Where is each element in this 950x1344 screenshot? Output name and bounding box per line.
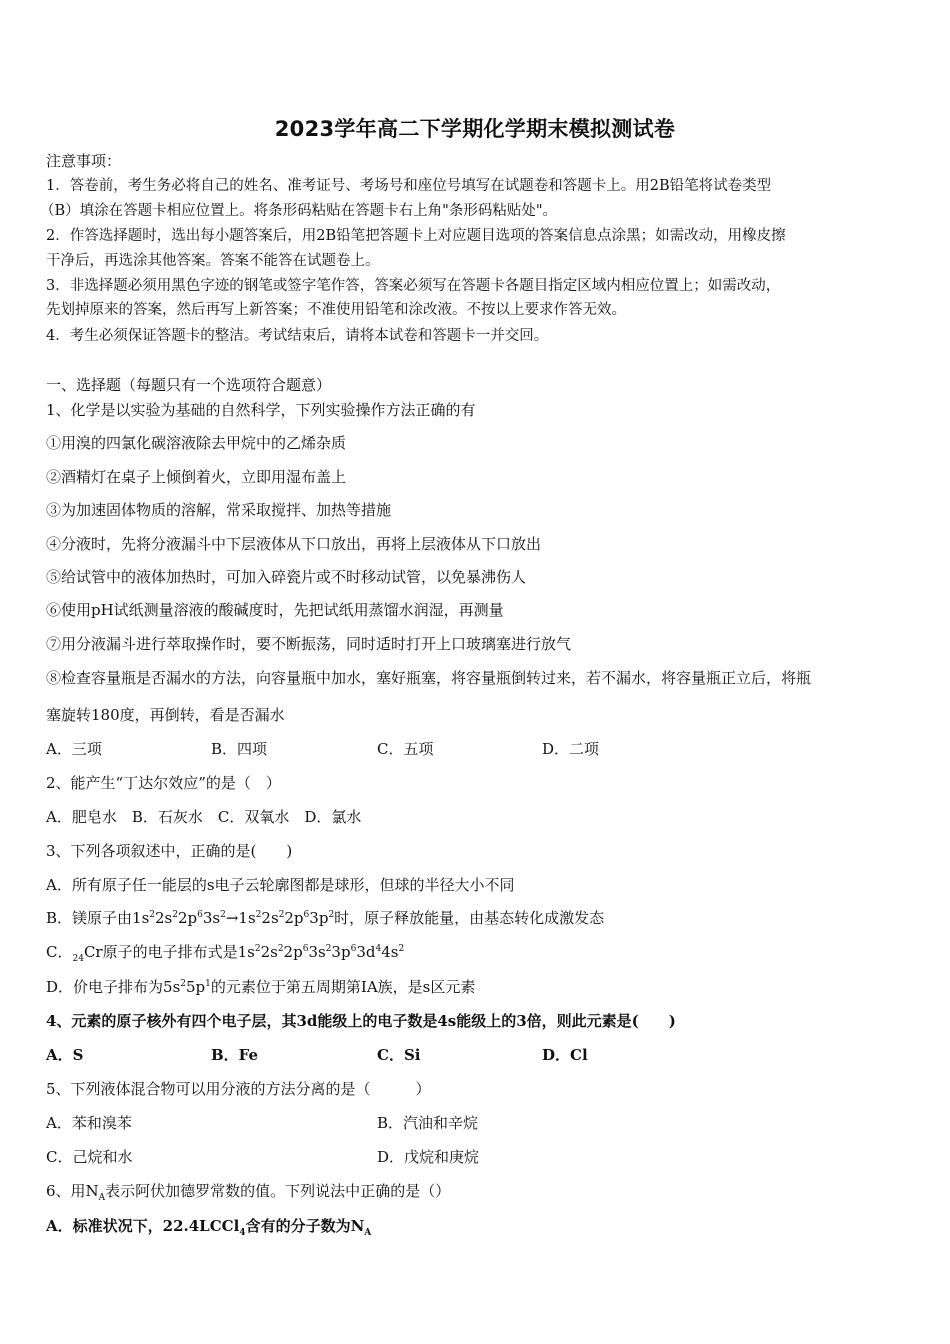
q5-stem: 5、下列液体混合物可以用分液的方法分离的是（ ） bbox=[46, 1080, 431, 1098]
q1-options bbox=[46, 739, 906, 759]
q3-stem: 3、下列各项叙述中，正确的是( ) bbox=[46, 842, 293, 860]
q3-option-d[interactable]: D．价电子排布为$5s^25p^1$的元素位于第五周期第ⅠA族，是s区元素 bbox=[46, 978, 476, 996]
option-a[interactable]: A．S bbox=[46, 1046, 84, 1064]
option-d[interactable]: D．戊烷和庚烷 bbox=[377, 1148, 480, 1166]
notice-line: 3．非选择题必须用黑色字迹的钢笔或签字笔作答，答案必须写在答题卡各题目指定区域内相应位置上；如需改动， bbox=[46, 278, 781, 294]
notice-heading: 注意事项： bbox=[46, 152, 122, 170]
option-d[interactable]: D．二项 bbox=[542, 740, 600, 758]
q1-item: ④分液时，先将分液漏斗中下层液体从下口放出，再将上层液体从下口放出 bbox=[46, 535, 542, 553]
option-b[interactable]: B．Fe bbox=[211, 1046, 259, 1064]
q4-stem: 4、元素的原子核外有四个电子层，其3d能级上的电子数是4s能级上的3倍，则此元素是( ) bbox=[46, 1012, 676, 1030]
q6-stem: 6、用$N_A$表示阿伏加德罗常数的值。下列说法中正确 · ·的是（） bbox=[46, 1181, 450, 1201]
option-c[interactable]: C．Si bbox=[377, 1046, 421, 1064]
q1-item: ⑦用分液漏斗进行萃取操作时，要不断振荡，同时适时打开上口玻璃塞进行放气 bbox=[46, 635, 572, 653]
notice-line: （B）填涂在答题卡相应位置上。将条形码粘贴在答题卡右上角"条形码粘贴处"。 bbox=[40, 203, 557, 219]
option-b[interactable]: B．四项 bbox=[211, 740, 268, 758]
notice-line: 1．答卷前，考生务必将自己的姓名、准考证号、考场号和座位号填写在试题卷和答题卡上。用2B铅笔将试卷类型 bbox=[46, 178, 772, 194]
q5-options-row1 bbox=[46, 1113, 906, 1133]
notice-line: 2．作答选择题时，选出每小题答案后，用2B铅笔把答题卡上对应题目选项的答案信息点涂黑；如需改动，用橡皮擦 bbox=[46, 228, 786, 244]
q2-stem: 2、能产生“丁达尔效应”的是（ ） bbox=[46, 774, 281, 792]
q1-item: ⑧检查容量瓶是否漏水的方法，向容量瓶中加水，塞好瓶塞，将容量瓶倒转过来，若不漏水，将容量瓶正立后，将瓶 bbox=[46, 669, 812, 687]
section-heading: 一、选择题（每题只有一个选项符合题意） bbox=[46, 376, 332, 394]
option-c[interactable]: C．五项 bbox=[377, 740, 434, 758]
option-b[interactable]: B．汽油和辛烷 bbox=[377, 1114, 479, 1132]
q1-item: ①用溴的四氯化碳溶液除去甲烷中的乙烯杂质 bbox=[46, 434, 347, 452]
option-d[interactable]: D．Cl bbox=[542, 1046, 588, 1064]
option-a[interactable]: A．三项 bbox=[46, 740, 102, 758]
page-title: 2023学年高二下学期化学期末模拟测试卷 bbox=[274, 117, 676, 141]
q1-stem: 1、化学是以实验为基础的自然科学，下列实验操作方法正确的有 bbox=[46, 401, 476, 419]
q6-option-a[interactable]: A．标准状况下，22.4LCCl$_4$含有的分子数为$N_A$ bbox=[46, 1217, 372, 1238]
q1-item: 塞旋转180度，再倒转，看是否漏水 bbox=[46, 706, 285, 724]
q3-option-c[interactable]: C．$_{24}$Cr原子的电子排布式是$1s^22s^22p^63s^23p^63d^44s^2$ bbox=[46, 943, 405, 964]
q1-item: ③为加速固体物质的溶解，常采取搅拌、加热等措施 bbox=[46, 501, 392, 519]
notice-line: 4．考生必须保证答题卡的整洁。考试结束后，请将本试卷和答题卡一并交回。 bbox=[46, 328, 549, 344]
option-a[interactable]: A．苯和溴苯 bbox=[46, 1114, 132, 1132]
q4-options bbox=[46, 1045, 906, 1065]
q2-options[interactable]: A．肥皂水 B．石灰水 C．双氧水 D．氯水 bbox=[46, 808, 362, 826]
notice-line: 先划掉原来的答案，然后再写上新答案；不准使用铅笔和涂改液。不按以上要求作答无效。 bbox=[46, 302, 626, 318]
q1-item: ⑥使用pH试纸测量溶液的酸碱度时，先把试纸用蒸馏水润湿，再测量 bbox=[46, 601, 504, 619]
notice-line: 干净后，再选涂其他答案。答案不能答在试题卷上。 bbox=[46, 253, 380, 269]
q1-item: ⑤给试管中的液体加热时，可加入碎瓷片或不时移动试管，以免暴沸伤人 bbox=[46, 568, 527, 586]
q3-option-b[interactable]: B．镁原子由$1s^22s^22p^63s^2\to 1s^22s^22p^63p^2$时，原子释放能量，由基态转化成激发态 bbox=[46, 909, 605, 927]
q3-option-a[interactable]: A．所有原子任一能层的s电子云轮廓图都是球形，但球的半径大小不同 bbox=[46, 876, 515, 894]
option-c[interactable]: C．己烷和水 bbox=[46, 1148, 133, 1166]
q5-options-row2 bbox=[46, 1147, 906, 1167]
q1-item: ②酒精灯在桌子上倾倒着火，立即用湿布盖上 bbox=[46, 468, 347, 486]
